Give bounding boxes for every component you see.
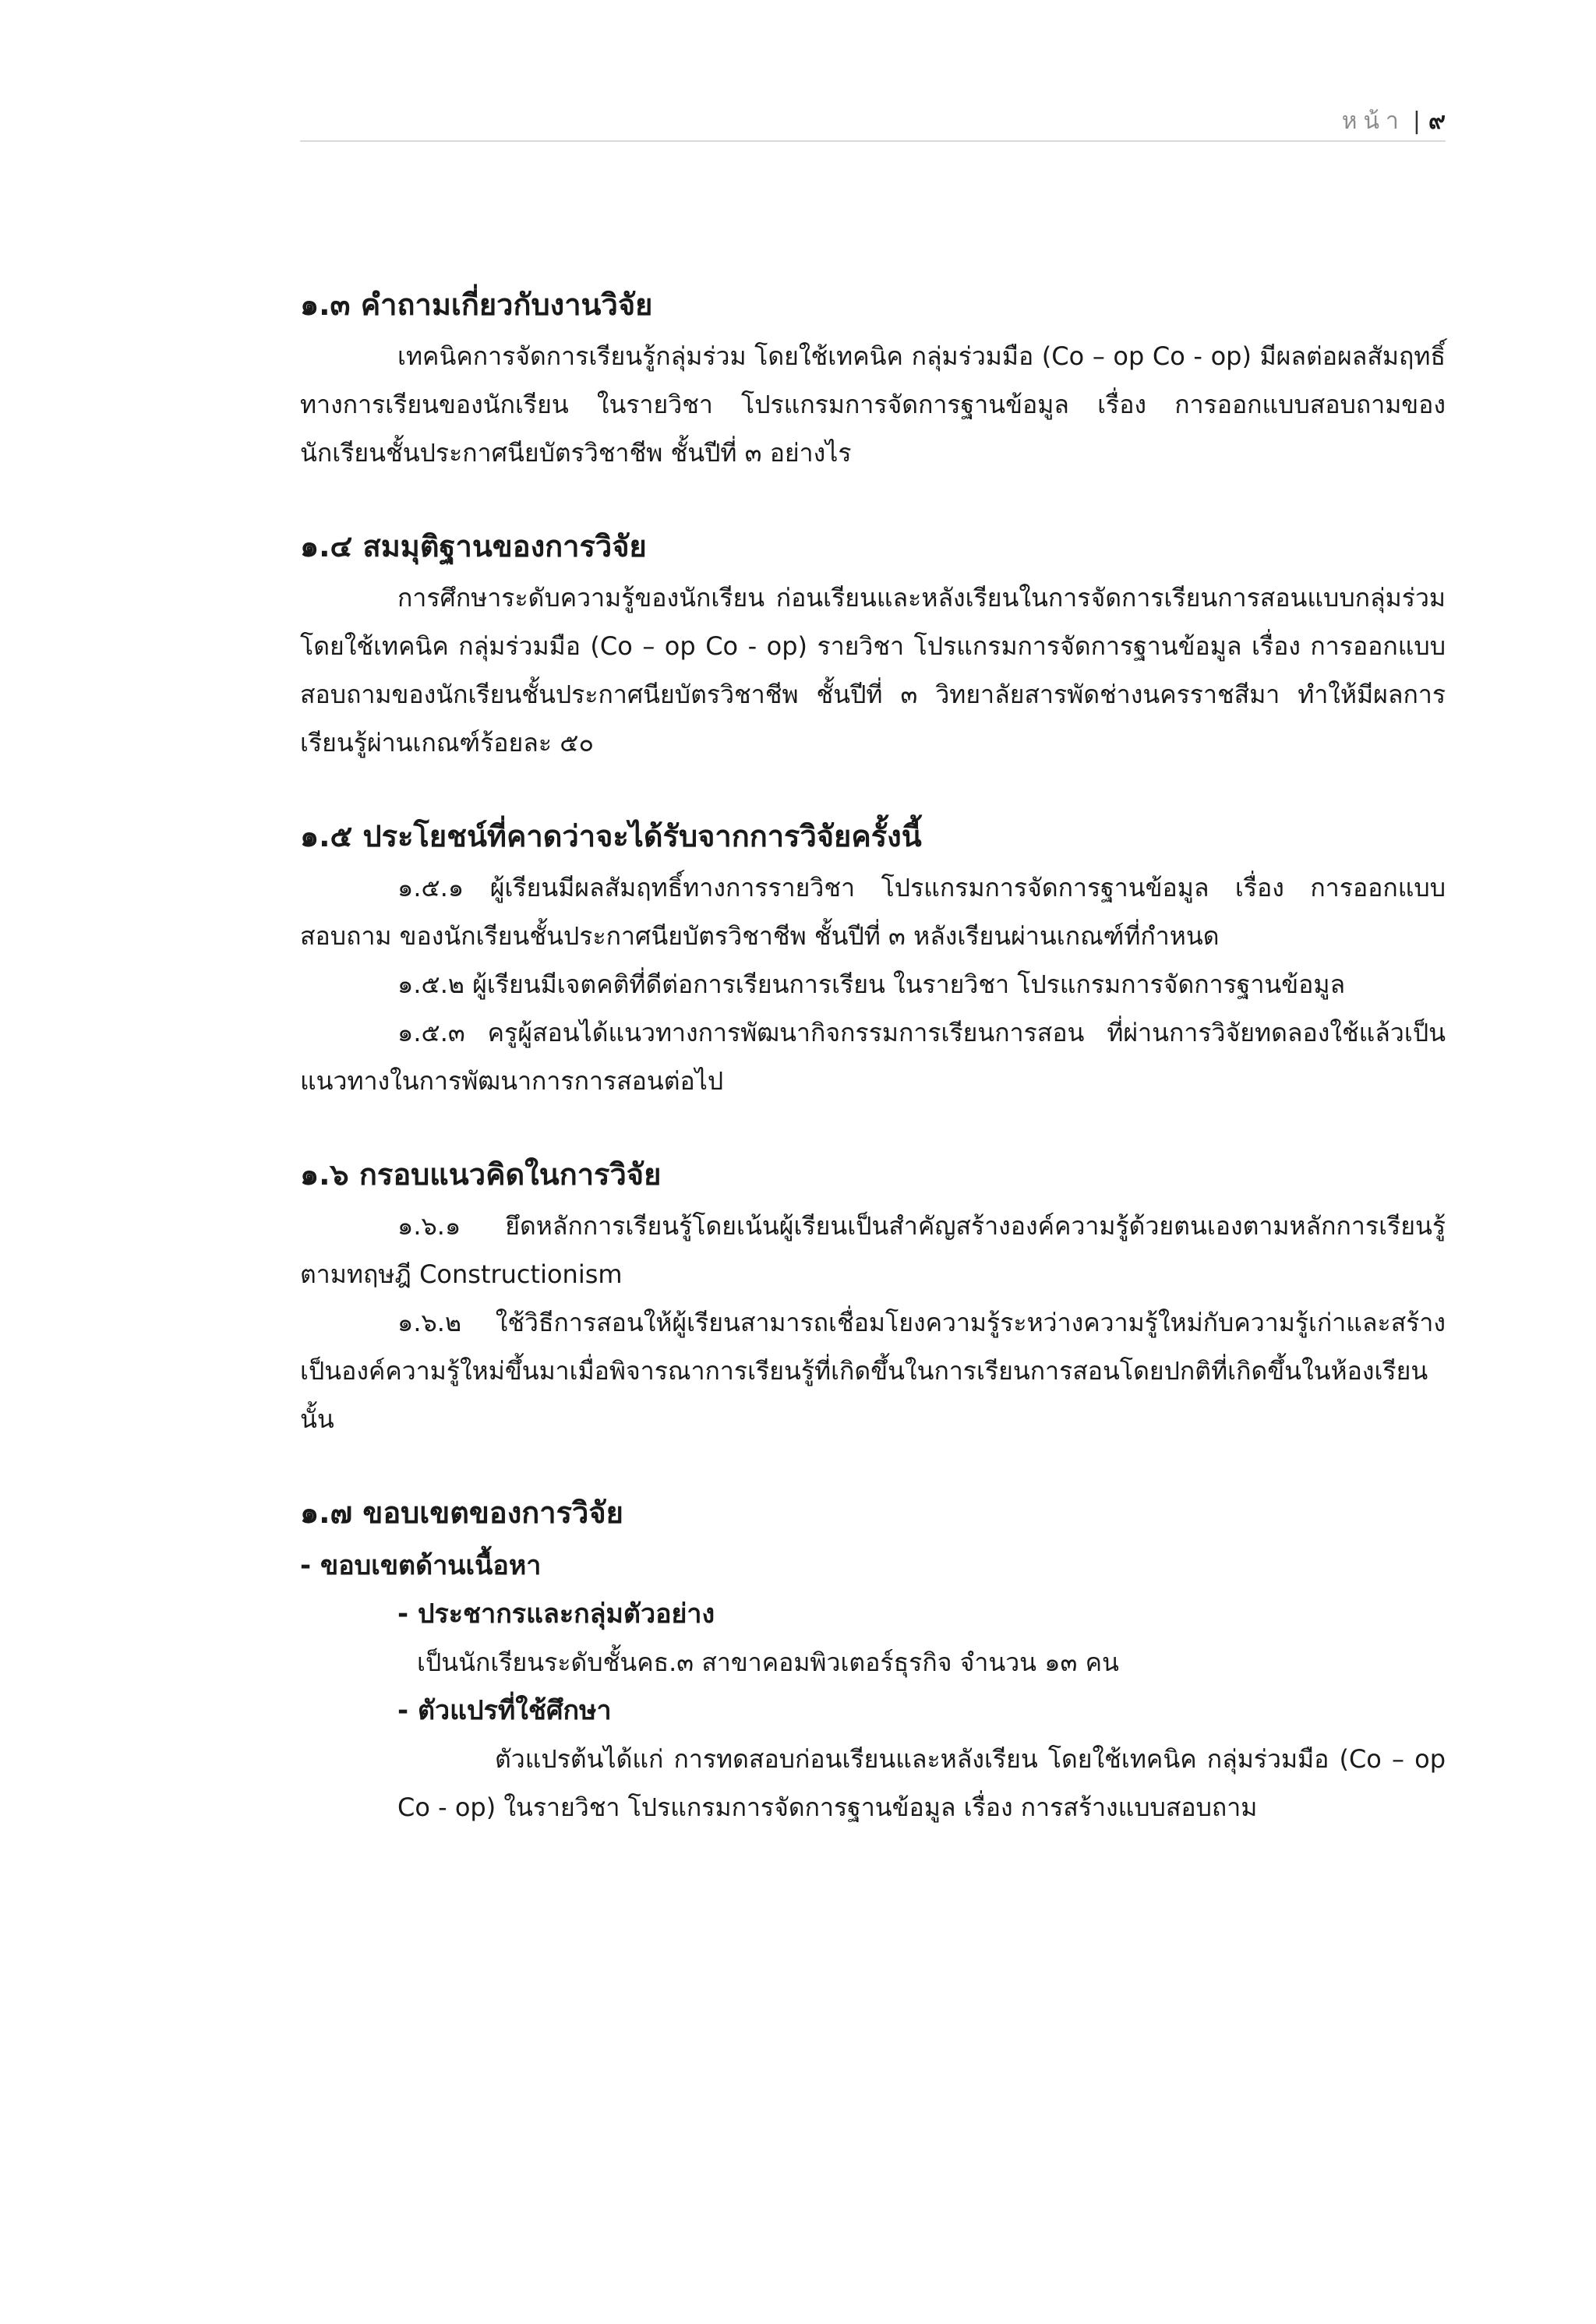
section-title: ๑.๕ ประโยชน์ที่คาดว่าจะได้รับจากการวิจัยครั้งนี้ bbox=[300, 819, 922, 853]
section-title: ๑.๓ คำถามเกี่ยวกับงานวิจัย bbox=[300, 288, 653, 322]
list-item: ๑.๕.๒ ผู้เรียนมีเจตคติที่ดีต่อการเรียนการเรียน ในรายวิชา โปรแกรมการจัดการฐานข้อมูล bbox=[397, 970, 1346, 999]
page-header bbox=[300, 100, 1446, 142]
page-separator: | bbox=[1412, 108, 1421, 135]
list-item: ๑.๖.๑ ยึดหลักการเรียนรู้โดยเน้นผู้เรียนเป็นสำคัญสร้างองค์ความรู้ด้วยตนเองตามหลักการเรียนรู้ตามทฤษฎี Constructionism bbox=[300, 1211, 1446, 1289]
section-paragraph: การศึกษาระดับความรู้ของนักเรียน ก่อนเรียนและหลังเรียนในการจัดการเรียนการสอนแบบกลุ่มร่วม โดยใช้เทคนิค กลุ่มร่วมมือ (Co – op Co - op) รายวิชา โปรแกรมการจัดการฐานข้อมูล เรื่อง การออกแบบสอบถามของนักเรียนชั้นประกาศนียบัตรวิชาชีพ ชั้นปีที่ ๓ วิทยาลัยสารพัดช่างนครราชสีมา ทำให้มีผลการเรียนรู้ผ่านเกณฑ์ร้อยละ ๕๐ bbox=[300, 583, 1446, 758]
population-label: - ประชากรและกลุ่มตัวอย่าง bbox=[397, 1598, 715, 1630]
section-1-5 bbox=[300, 812, 1446, 1105]
section-title: ๑.๖ กรอบแนวคิดในการวิจัย bbox=[300, 1157, 662, 1192]
page-label bbox=[1342, 103, 1446, 140]
page-number: ๙ bbox=[1428, 108, 1446, 135]
section-1-3 bbox=[300, 281, 1446, 477]
variables-text: ตัวแปรต้นได้แก่ การทดสอบก่อนเรียนและหลังเรียน โดยใช้เทคนิค กลุ่มร่วมมือ (Co – op Co - op) ในรายวิชา โปรแกรมการจัดการฐานข้อมูล เรื่อง การสร้างแบบสอบถาม bbox=[397, 1744, 1446, 1822]
document-body bbox=[300, 281, 1446, 1877]
section-1-6 bbox=[300, 1150, 1446, 1443]
scope-label: - ขอบเขตด้านเนื้อหา bbox=[300, 1550, 542, 1581]
list-item: ๑.๕.๓ ครูผู้สอนได้แนวทางการพัฒนากิจกรรมการเรียนการสอน ที่ผ่านการวิจัยทดลองใช้แล้วเป็นแนวทางในการพัฒนาการการสอนต่อไป bbox=[300, 1018, 1446, 1096]
section-paragraph: เทคนิคการจัดการเรียนรู้กลุ่มร่วม โดยใช้เทคนิค กลุ่มร่วมมือ (Co – op Co - op) มีผลต่อผลสัมฤทธิ์ทางการเรียนของนักเรียน ในรายวิชา โปรแกรมการจัดการฐานข้อมูล เรื่อง การออกแบบสอบถามของนักเรียนชั้นประกาศนียบัตรวิชาชีพ ชั้นปีที่ ๓ อย่างไร bbox=[300, 341, 1446, 468]
list-item: ๑.๖.๒ ใช้วิธีการสอนให้ผู้เรียนสามารถเชื่อมโยงความรู้ระหว่างความรู้ใหม่กับความรู้เก่าและสร้างเป็นองค์ความรู้ใหม่ขึ้นมาเมื่อพิจารณาการเรียนรู้ที่เกิดขึ้นในการเรียนการสอนโดยปกติที่เกิดขึ้นในห้องเรียนนั้น bbox=[300, 1308, 1446, 1434]
variables-label: - ตัวแปรที่ใช้ศึกษา bbox=[397, 1695, 612, 1726]
population-text: เป็นนักเรียนระดับชั้นคธ.๓ สาขาคอมพิวเตอร์ธุรกิจ จำนวน ๑๓ คน bbox=[417, 1648, 1119, 1677]
section-title: ๑.๔ สมมุติฐานของการวิจัย bbox=[300, 529, 647, 563]
page-word: หน้า bbox=[1341, 108, 1405, 135]
section-title: ๑.๗ ขอบเขตของการวิจัย bbox=[300, 1496, 623, 1530]
list-item: ๑.๕.๑ ผู้เรียนมีผลสัมฤทธิ์ทางการรายวิชา โปรแกรมการจัดการฐานข้อมูล เรื่อง การออกแบบสอบถาม ของนักเรียนชั้นประกาศนียบัตรวิชาชีพ ชั้นปีที่ ๓ หลังเรียนผ่านเกณฑ์ที่กำหนด bbox=[300, 873, 1446, 951]
section-1-4 bbox=[300, 522, 1446, 767]
section-1-7 bbox=[300, 1489, 1446, 1831]
